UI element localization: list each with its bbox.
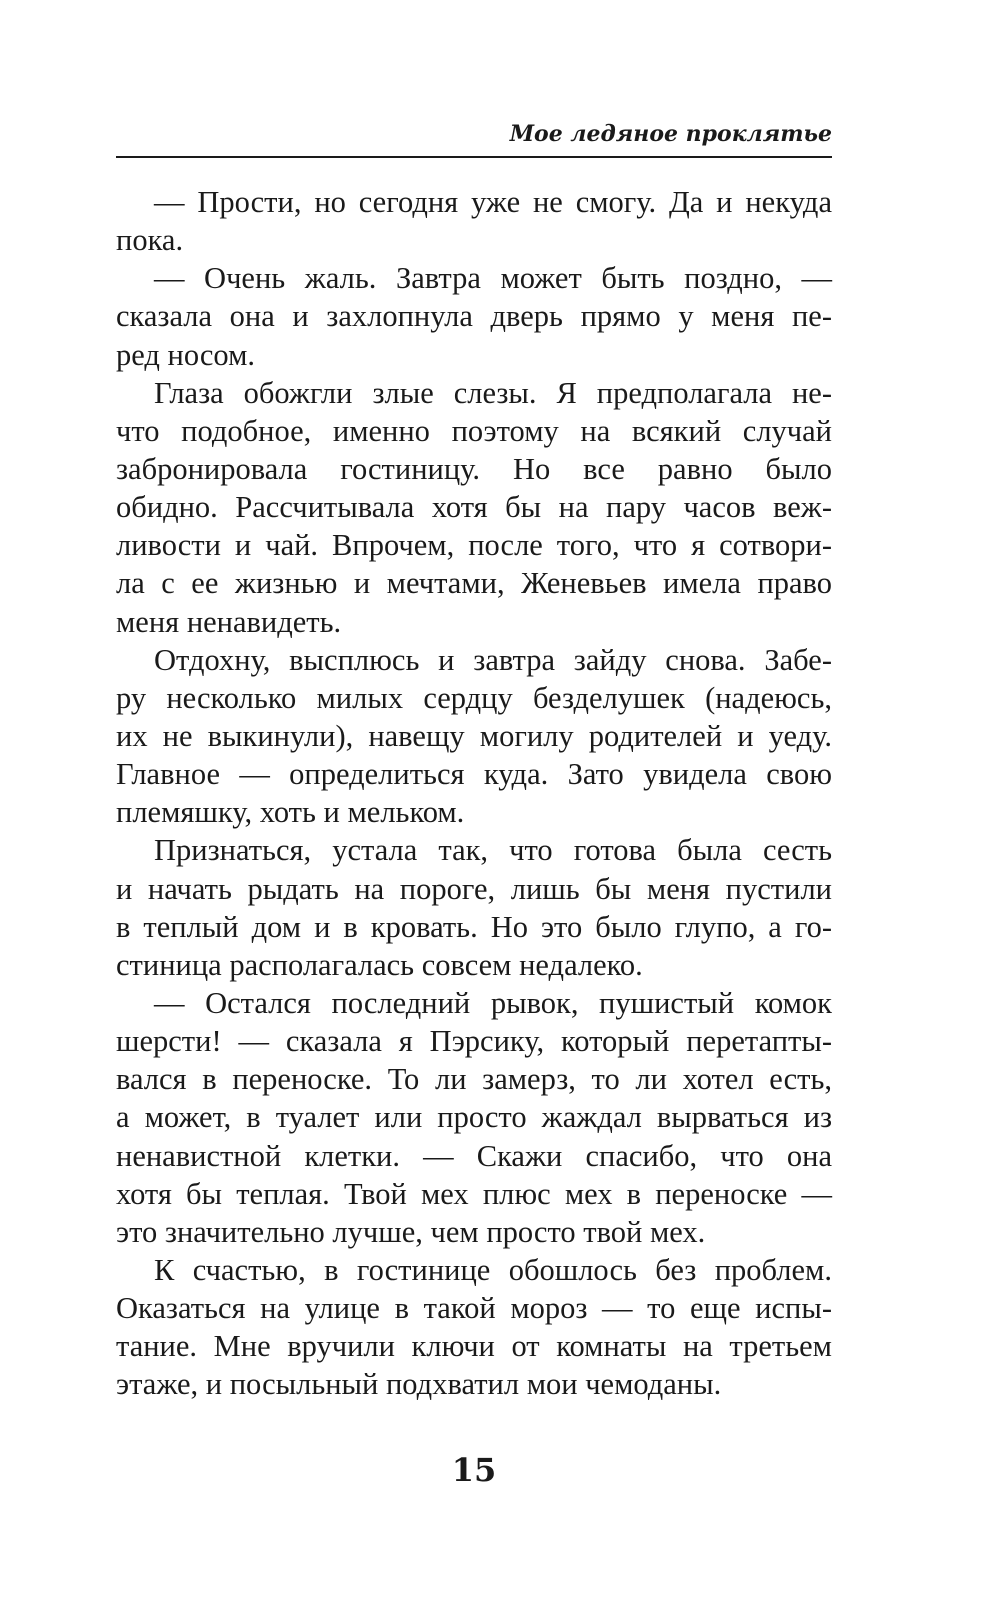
text-line: Глаза обожгли злые слезы. Я предполагала не-: [154, 375, 832, 410]
text-line: шерсти! — сказала я Пэрсику, который перетапты-: [116, 1024, 832, 1059]
text-line: хотя бы теплая. Твой мех плюс мех в переноске —: [116, 1176, 832, 1211]
text-line: ливости и чай. Впрочем, после того, что я сотвори-: [116, 528, 832, 563]
text-line: Отдохну, высплюсь и завтра зайду снова. Забе-: [154, 642, 832, 677]
text-line: Оказаться на улице в такой мороз — то еще испы-: [116, 1291, 832, 1326]
text-line: Признаться, устала так, что готова была сесть: [154, 833, 832, 868]
text-line: ру несколько милых сердцу безделушек (надеюсь,: [116, 680, 832, 715]
text-line: стиница располагалась совсем недалеко.: [116, 947, 643, 982]
text-line: — Остался последний рывок, пушистый комок: [154, 985, 832, 1020]
text-line: вался в переноске. То ли замерз, то ли хотел есть,: [116, 1062, 832, 1097]
text-line: — Очень жаль. Завтра может быть поздно, —: [154, 261, 832, 296]
text-line: К счастью, в гостинице обошлось без проблем.: [154, 1252, 832, 1287]
text-line: ла с ее жизнью и мечтами, Женевьев имела право: [116, 566, 832, 601]
text-line: пока.: [116, 223, 184, 258]
text-line: Главное — определиться куда. Зато увидела свою: [116, 757, 832, 792]
text-line: в теплый дом и в кровать. Но это было глупо, а го-: [116, 909, 832, 944]
text-line: ред носом.: [116, 337, 255, 372]
text-line: что подобное, именно поэтому на всякий случай: [116, 413, 832, 448]
header-rule: [116, 156, 832, 158]
text-line: обидно. Рассчитывала хотя бы на пару часов веж-: [116, 490, 832, 525]
text-line: забронировала гостиницу. Но все равно было: [116, 451, 832, 486]
text-line: ненавистной клетки. — Скажи спасибо, что она: [116, 1138, 832, 1173]
text-line: это значительно лучше, чем просто твой мех.: [116, 1214, 706, 1249]
text-line: племяшку, хоть и мельком.: [116, 795, 465, 830]
text-line: сказала она и захлопнула дверь прямо у меня пе-: [116, 299, 832, 334]
text-line: — Прости, но сегодня уже не смогу. Да и некуда: [154, 185, 832, 219]
text-line: тание. Мне вручили ключи от комнаты на третьем: [116, 1329, 832, 1364]
body-text: [116, 183, 832, 1404]
text-line: а может, в туалет или просто жаждал вырваться из: [116, 1100, 832, 1135]
text-line: их не выкинули), навещу могилу родителей и уеду.: [116, 718, 832, 753]
text-line: меня ненавидеть.: [116, 604, 342, 639]
running-head: Мое ледяное проклятье: [509, 121, 832, 147]
page-number: 15: [451, 1451, 497, 1489]
text-line: и начать рыдать на пороге, лишь бы меня пустили: [116, 871, 832, 906]
text-line: этаже, и посыльный подхватил мои чемоданы.: [116, 1367, 722, 1402]
